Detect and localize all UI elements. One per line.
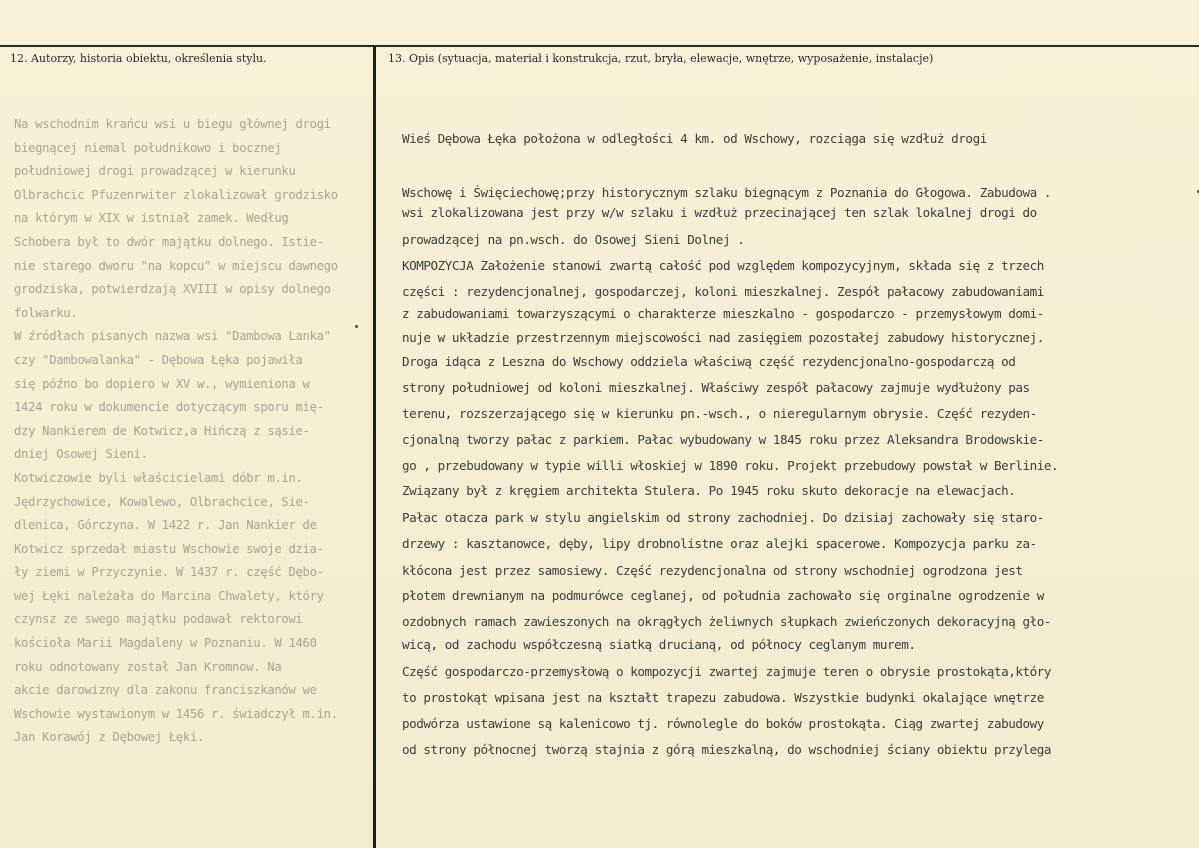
left-text-line: się późno bo dopiero w XV w., wymieniona w bbox=[14, 376, 310, 391]
left-text-line: nie starego dworu "na kopcu" w miejscu dawnego bbox=[14, 258, 338, 273]
left-text-line: roku odnotowany został Jan Kromnow. Na bbox=[14, 659, 282, 674]
left-column-history bbox=[14, 113, 414, 750]
right-text-line: podwórza ustawione są kalenicowo tj. równolegle do boków prostokąta. Ciąg zwartej zabudowy bbox=[402, 716, 1044, 731]
right-text-line: nuje w układzie przestrzennym miejscowości nad zasięgiem pozostałej zabudowy historycznej. bbox=[402, 330, 1044, 345]
left-text-line: Kotwicz sprzedał miastu Wschowie swoje dzia- bbox=[14, 541, 324, 556]
left-text-line: Olbrachcic Pfuzenrwiter zlokalizował grodzisko bbox=[14, 187, 338, 202]
right-text-line: KOMPOZYCJA Założenie stanowi zwartą całość pod względem kompozycyjnym, składa się z trzech bbox=[402, 258, 1044, 273]
left-text-line: kościoła Marii Magdaleny w Poznaniu. W 1460 bbox=[14, 636, 317, 651]
left-text-line: Jędrzychowice, Kowalewo, Olbrachcice, Sie- bbox=[14, 494, 310, 509]
ink-speck bbox=[355, 325, 358, 328]
right-text-line: części : rezydencjonalnej, gospodarczej, koloni mieszkalnej. Zespół pałacowy zabudowaniami bbox=[402, 284, 1044, 299]
left-text-line: dzy Nankierem de Kotwicz,a Hińczą z sąsie- bbox=[14, 423, 310, 438]
right-text-line: strony południowej od koloni mieszkalnej. Właściwy zespół pałacowy zajmuje wydłużony pas bbox=[402, 380, 1030, 395]
right-text-line: Część gospodarczo-przemysłową o kompozycji zwartej zajmuje teren o obrysie prostokąta,który bbox=[402, 664, 1052, 679]
right-text-line: ozdobnych ramach zawieszonych na okrągłych żeliwnych słupkach zwieńczonych dekoracyjną gło- bbox=[402, 614, 1052, 629]
left-text-line: folwarku. bbox=[14, 305, 78, 320]
left-text-line: czy "Dambowalanka" - Dębowa Łęka pojawiła bbox=[14, 352, 303, 367]
left-text-line: W źródłach pisanych nazwa wsi "Dambowa Lanka" bbox=[14, 329, 331, 344]
left-text-line: akcie darowizny dla zakonu franciszkanów we bbox=[14, 683, 317, 698]
left-text-line: na którym w XIX w istniał zamek. Według bbox=[14, 211, 289, 226]
right-text-line: wsi zlokalizowana jest przy w/w szlaku i wzdłuż przecinającej ten szlak lokalnej drogi do bbox=[402, 205, 1037, 220]
section-13-header: 13. Opis (sytuacja, materiał i konstrukcja, rzut, bryła, elewacje, wnętrze, wyposażenie, instalacje) bbox=[388, 52, 934, 65]
left-text-line: Wschowie wystawionym w 1456 r. świadczył m.in. bbox=[14, 706, 338, 721]
left-text-line: Kotwiczowie byli właścicielami dóbr m.in. bbox=[14, 470, 303, 485]
right-text-line: Wieś Dębowa Łęka położona w odległości 4 km. od Wschowy, rozciąga się wzdłuż drogi bbox=[402, 131, 987, 146]
right-text-line: drzewy : kasztanowce, dęby, lipy drobnolistne oraz alejki spacerowe. Kompozycja parku za- bbox=[402, 536, 1037, 551]
left-text-line: grodziska, potwierdzają XVIII w opisy dolnego bbox=[14, 282, 331, 297]
left-text-line: 1424 roku w dokumencie dotyczącym sporu mię- bbox=[14, 400, 324, 415]
left-text-line: biegnącej niemal południkowo i bocznej bbox=[14, 140, 282, 155]
right-text-line: to prostokąt wpisana jest na kształt trapezu zabudowa. Wszystkie budynki okalające wnętrze bbox=[402, 690, 1044, 705]
left-text-line: dniej Osowej Sieni. bbox=[14, 447, 148, 462]
right-text-line: wicą, od zachodu współczesną siatką drucianą, od północy ceglanym murem. bbox=[402, 637, 916, 652]
right-text-line: z zabudowaniami towarzyszącymi o charakterze mieszkalno - gospodarczo - przemysłowym domi- bbox=[402, 306, 1044, 321]
right-text-line: od strony północnej tworzą stajnia z górą mieszkalną, do wschodniej ściany obiektu przylega bbox=[402, 742, 1052, 757]
left-text-line: Jan Korawój z Dębowej Łęki. bbox=[14, 730, 205, 745]
right-text-line: Wschowę i Święciechowę;przy historycznym szlaku biegnącym z Poznania do Głogowa. Zabudowa . bbox=[402, 185, 1052, 200]
right-text-line: kłócona jest przez samosiewy. Część rezydencjonalna od strony wschodniej ogrodzona jest bbox=[402, 563, 1023, 578]
left-text-line: ły ziemi w Przyczynie. W 1437 r. część Dębo- bbox=[14, 565, 324, 580]
left-text-line: wej Łęki należała do Marcina Chwalety, który bbox=[14, 588, 324, 603]
left-text-line: czynsz ze swego majątku podawał rektorowi bbox=[14, 612, 303, 627]
right-text-line: go , przebudowany w typie willi włoskiej w 1890 roku. Projekt przebudowy powstał w Berlinie. bbox=[402, 458, 1059, 473]
right-text-line: Związany był z kręgiem architekta Stulera. Po 1945 roku skuto dekoracje na elewacjach. bbox=[402, 483, 1016, 498]
left-text-line: Na wschodnim krańcu wsi u biegu głównej drogi bbox=[14, 117, 331, 131]
header-rule bbox=[0, 45, 1199, 47]
right-text-line: terenu, rozszerzającego się w kierunku pn.-wsch., o nieregularnym obrysie. Część rezyden- bbox=[402, 406, 1037, 421]
right-text-line: płotem drewnianym na podmurówce ceglanej, od południa zachowało się orginalne ogrodzenie w bbox=[402, 588, 1044, 603]
right-text-line: cjonalną tworzy pałac z parkiem. Pałac wybudowany w 1845 roku przez Aleksandra Brodowskie- bbox=[402, 432, 1044, 447]
left-text-line: dlenica, Górczyna. W 1422 r. Jan Nankier de bbox=[14, 518, 317, 533]
section-12-header: 12. Autorzy, historia obiektu, określenia stylu. bbox=[10, 52, 267, 65]
right-text-line: Droga idąca z Leszna do Wschowy oddziela właściwą część rezydencjonalno-gospodarczą od bbox=[402, 354, 1016, 369]
right-text-line: Pałac otacza park w stylu angielskim od strony zachodniej. Do dzisiaj zachowały się staro- bbox=[402, 510, 1044, 525]
right-text-line: prowadzącej na pn.wsch. do Osowej Sieni Dolnej . bbox=[402, 232, 745, 247]
left-text-line: południowej drogi prowadzącej w kierunku bbox=[14, 164, 296, 179]
left-text-line: Schobera był to dwór majątku dolnego. Istie- bbox=[14, 234, 324, 249]
